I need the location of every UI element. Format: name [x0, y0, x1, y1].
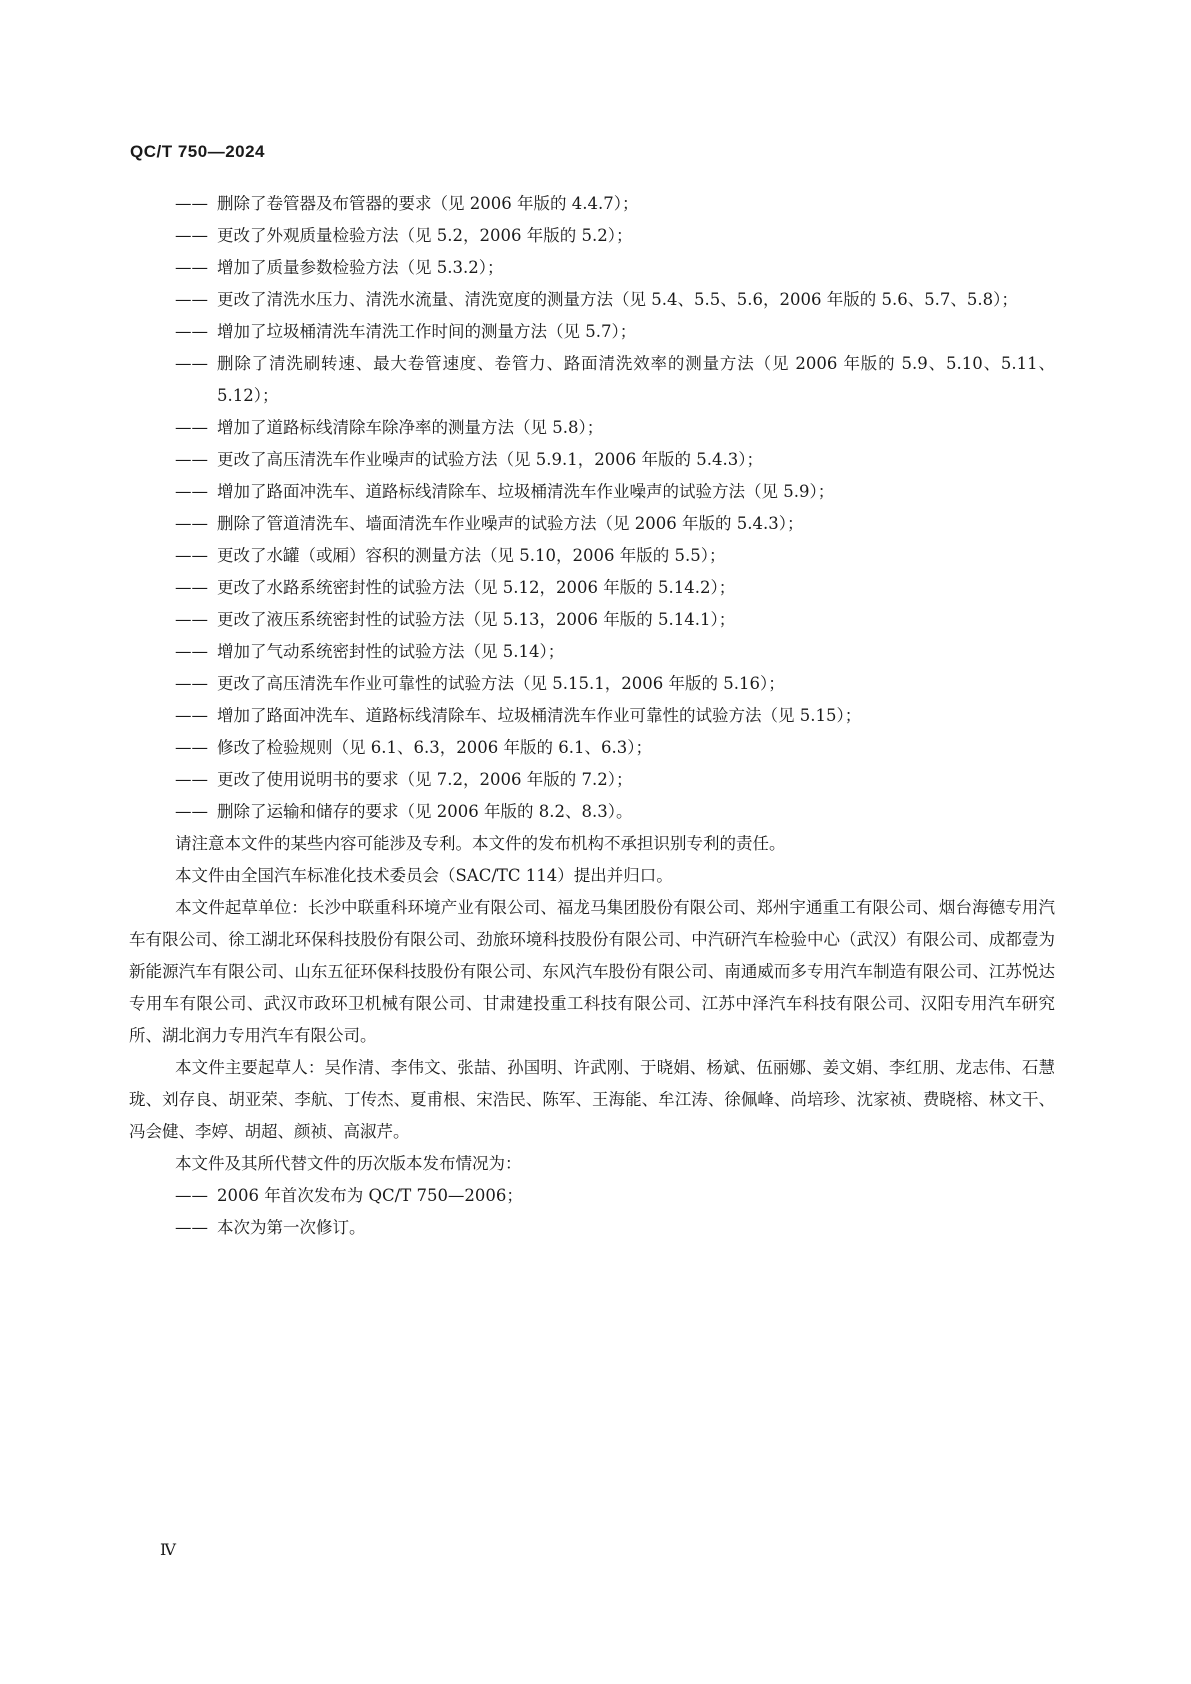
list-item-text: 更改了高压清洗车作业可靠性的试验方法（见 5.15.1，2006 年版的 5.16）； [217, 674, 785, 693]
list-item [175, 476, 1055, 508]
list-item-text: 修改了检验规则（见 6.1、6.3，2006 年版的 6.1、6.3）； [217, 738, 652, 757]
list-item-text: 增加了气动系统密封性的试验方法（见 5.14）； [217, 642, 565, 661]
list-dash: —— [175, 738, 208, 757]
document-code: QC/T 750—2024 [130, 142, 266, 161]
list-dash: —— [175, 674, 208, 693]
list-dash: —— [175, 706, 208, 725]
list-item-text: 更改了高压清洗车作业噪声的试验方法（见 5.9.1，2006 年版的 5.4.3）； [217, 450, 763, 469]
document-body [129, 188, 1055, 1244]
list-item-text: 更改了液压系统密封性的试验方法（见 5.13，2006 年版的 5.14.1）； [217, 610, 736, 629]
list-item-text: 2006 年首次发布为 QC/T 750—2006； [217, 1186, 523, 1205]
list-item-text: 更改了使用说明书的要求（见 7.2，2006 年版的 7.2）； [217, 770, 633, 789]
list-item-text: 增加了路面冲洗车、道路标线清除车、垃圾桶清洗车作业可靠性的试验方法（见 5.15）； [217, 706, 862, 725]
list-item-text: 删除了卷管器及布管器的要求（见 2006 年版的 4.4.7）； [217, 194, 639, 213]
list-item-text: 增加了路面冲洗车、道路标线清除车、垃圾桶清洗车作业噪声的试验方法（见 5.9）； [217, 482, 835, 501]
list-dash: —— [175, 482, 208, 501]
list-item [175, 220, 1055, 252]
list-dash: —— [175, 322, 208, 341]
list-item-text: 增加了垃圾桶清洗车清洗工作时间的测量方法（见 5.7）； [217, 322, 637, 341]
list-item [175, 284, 1055, 316]
list-item [175, 412, 1055, 444]
list-item-text: 删除了清洗刷转速、最大卷管速度、卷管力、路面清洗效率的测量方法（见 2006 年版的 5.9、5.10、5.11、5.12）； [217, 354, 1055, 405]
list-item-text: 更改了水路系统密封性的试验方法（见 5.12，2006 年版的 5.14.2）； [217, 578, 736, 597]
history-intro: 本文件及其所代替文件的历次版本发布情况为： [175, 1154, 522, 1173]
list-item [175, 796, 1055, 828]
list-item [175, 636, 1055, 668]
list-dash: —— [175, 578, 208, 597]
list-item-text: 更改了水罐（或厢）容积的测量方法（见 5.10，2006 年版的 5.5）； [217, 546, 726, 565]
list-item-text: 更改了外观质量检验方法（见 5.2，2006 年版的 5.2）； [217, 226, 633, 245]
list-item-text: 删除了运输和储存的要求（见 2006 年版的 8.2、8.3）。 [217, 802, 633, 821]
list-item [175, 444, 1055, 476]
list-item [175, 316, 1055, 348]
list-dash: —— [175, 610, 208, 629]
list-item [175, 348, 1055, 412]
list-item [175, 700, 1055, 732]
list-dash: —— [175, 1186, 208, 1205]
list-item [175, 508, 1055, 540]
list-dash: —— [175, 1218, 208, 1237]
list-item [175, 764, 1055, 796]
proposer-statement: 本文件由全国汽车标准化技术委员会（SAC/TC 114）提出并归口。 [175, 866, 673, 885]
list-item [175, 252, 1055, 284]
list-item [175, 604, 1055, 636]
page-number: Ⅳ [160, 1540, 176, 1559]
list-dash: —— [175, 642, 208, 661]
changes-list [175, 188, 1055, 828]
drafting-units: 本文件起草单位：长沙中联重科环境产业有限公司、福龙马集团股份有限公司、郑州宇通重工有限公司、烟台海德专用汽车有限公司、徐工湖北环保科技股份有限公司、劲旅环境科技股份有限公司、中汽研汽车检验中心（武汉）有限公司、成都壹为新能源汽车有限公司、山东五征环保科技股份有限公司、东风汽车股份有限公司、南通威而多专用汽车制造有限公司、江苏悦达专用车有限公司、武汉市政环卫机械有限公司、甘肃建投重工科技有限公司、江苏中泽汽车科技有限公司、汉阳专用汽车研究所、湖北润力专用汽车有限公司。 [129, 898, 1055, 1045]
list-dash: —— [175, 450, 208, 469]
list-item [175, 540, 1055, 572]
list-dash: —— [175, 418, 208, 437]
list-dash: —— [175, 354, 208, 373]
patent-notice: 请注意本文件的某些内容可能涉及专利。本文件的发布机构不承担识别专利的责任。 [175, 834, 786, 853]
list-item-text: 本次为第一次修订。 [217, 1218, 366, 1237]
list-dash: —— [175, 770, 208, 789]
list-item [175, 188, 1055, 220]
list-item-text: 增加了质量参数检验方法（见 5.3.2）； [217, 258, 504, 277]
list-item [175, 1212, 1055, 1244]
history-list [175, 1180, 1055, 1244]
list-item-text: 增加了道路标线清除车除净率的测量方法（见 5.8）； [217, 418, 604, 437]
list-item [175, 1180, 1055, 1212]
list-dash: —— [175, 290, 208, 309]
drafters: 本文件主要起草人：吴作清、李伟文、张喆、孙国明、许武刚、于晓娟、杨斌、伍丽娜、姜文娟、李红朋、龙志伟、石慧珑、刘存良、胡亚荣、李航、丁传杰、夏甫根、宋浩民、陈军、王海能、牟江涛、徐佩峰、尚培珍、沈家祯、费晓榕、林文干、冯会健、李婷、胡超、颜祯、高淑芹。 [129, 1058, 1055, 1141]
list-item [175, 668, 1055, 700]
list-dash: —— [175, 194, 208, 213]
list-item-text: 删除了管道清洗车、墙面清洗车作业噪声的试验方法（见 2006 年版的 5.4.3）； [217, 514, 804, 533]
list-item [175, 732, 1055, 764]
list-dash: —— [175, 802, 208, 821]
list-dash: —— [175, 546, 208, 565]
list-dash: —— [175, 258, 208, 277]
list-item [175, 572, 1055, 604]
list-dash: —— [175, 226, 208, 245]
list-item-text: 更改了清洗水压力、清洗水流量、清洗宽度的测量方法（见 5.4、5.5、5.6，2006 年版的 5.6、5.7、5.8）； [217, 290, 1018, 309]
list-dash: —— [175, 514, 208, 533]
